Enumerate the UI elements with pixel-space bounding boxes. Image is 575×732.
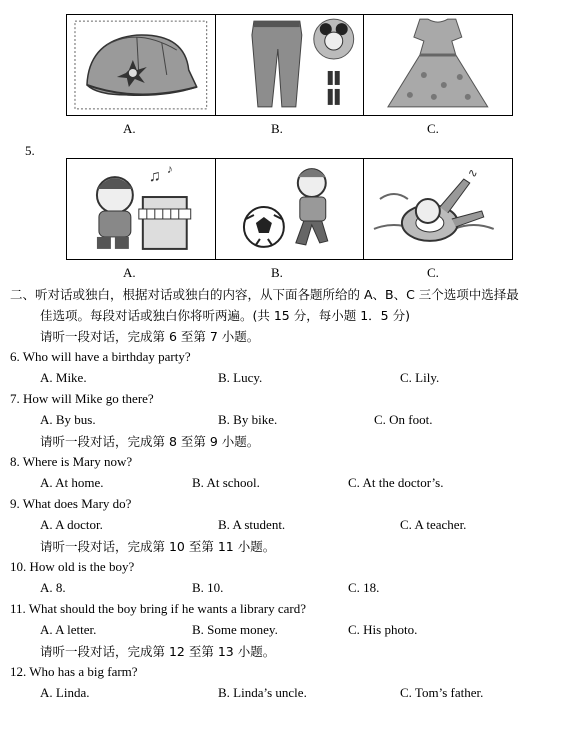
question-7: 7. How will Mike go there? <box>10 391 154 406</box>
question-11: 11. What should the boy bring if he wants a library card? <box>10 601 307 616</box>
question-10: 10. How old is the boy? <box>10 559 135 574</box>
svg-text:∿: ∿ <box>468 166 479 181</box>
q7-option-a: A. By bus. <box>40 412 96 427</box>
q10-option-c: C. 18. <box>348 580 380 595</box>
q11-option-b: B. Some money. <box>192 622 278 637</box>
q6-option-b: B. Lucy. <box>218 370 263 385</box>
cap-drawing <box>67 15 215 115</box>
picture-swimming <box>364 159 512 259</box>
trousers-drawing <box>216 15 364 115</box>
picture-trousers <box>216 15 365 115</box>
instruction-10-11: 请听一段对话，完成第 10 至第 11 小题。 <box>40 539 276 554</box>
question-9: 9. What does Mary do? <box>10 496 132 511</box>
q11-option-c: C. His photo. <box>348 622 418 637</box>
football-drawing <box>216 159 364 259</box>
q7-option-b: B. By bike. <box>218 412 278 427</box>
picture-football <box>216 159 365 259</box>
question-12: 12. Who has a big farm? <box>10 664 138 679</box>
picture-piano <box>67 159 216 259</box>
swimming-drawing <box>364 159 512 259</box>
section-2-heading-line-2: 佳选项。每段对话或独白你将听两遍。(共 15 分，每小题 1．5 分) <box>40 308 410 323</box>
q5-option-b: B. <box>271 265 283 280</box>
q5-option-a: A. <box>123 265 136 280</box>
section-2-heading-line-1: 二、听对话或独白，根据对话或独白的内容，从下面各题所给的 A、B、C 三个选项中选择最 <box>10 287 519 302</box>
q7-option-c: C. On foot. <box>374 412 433 427</box>
instruction-8-9: 请听一段对话，完成第 8 至第 9 小题。 <box>40 434 260 449</box>
q8-option-a: A. At home. <box>40 475 104 490</box>
dress-drawing <box>364 15 512 115</box>
q10-option-b: B. 10. <box>192 580 224 595</box>
row1-option-c: C. <box>427 121 439 136</box>
picture-cap <box>67 15 216 115</box>
q11-option-a: A. A letter. <box>40 622 97 637</box>
q6-option-c: C. Lily. <box>400 370 440 385</box>
picture-row-1 <box>66 14 513 116</box>
picture-dress <box>364 15 512 115</box>
instruction-6-7: 请听一段对话，完成第 6 至第 7 小题。 <box>40 329 260 344</box>
q12-option-c: C. Tom’s father. <box>400 685 484 700</box>
q9-option-c: C. A teacher. <box>400 517 467 532</box>
svg-text:♫: ♫ <box>148 168 161 186</box>
question-5-number: 5. <box>25 143 35 158</box>
q6-option-a: A. Mike. <box>40 370 87 385</box>
q12-option-a: A. Linda. <box>40 685 90 700</box>
row1-option-b: B. <box>271 121 283 136</box>
q9-option-b: B. A student. <box>218 517 286 532</box>
q9-option-a: A. A doctor. <box>40 517 103 532</box>
question-6: 6. Who will have a birthday party? <box>10 349 191 364</box>
question-8: 8. Where is Mary now? <box>10 454 133 469</box>
q12-option-b: B. Linda’s uncle. <box>218 685 307 700</box>
q8-option-b: B. At school. <box>192 475 260 490</box>
q5-option-c: C. <box>427 265 439 280</box>
q10-option-a: A. 8. <box>40 580 66 595</box>
instruction-12-13: 请听一段对话，完成第 12 至第 13 小题。 <box>40 644 276 659</box>
picture-row-5 <box>66 158 513 260</box>
row1-option-a: A. <box>123 121 136 136</box>
q8-option-c: C. At the doctor’s. <box>348 475 444 490</box>
piano-drawing <box>67 159 215 259</box>
svg-text:♪: ♪ <box>166 162 173 177</box>
